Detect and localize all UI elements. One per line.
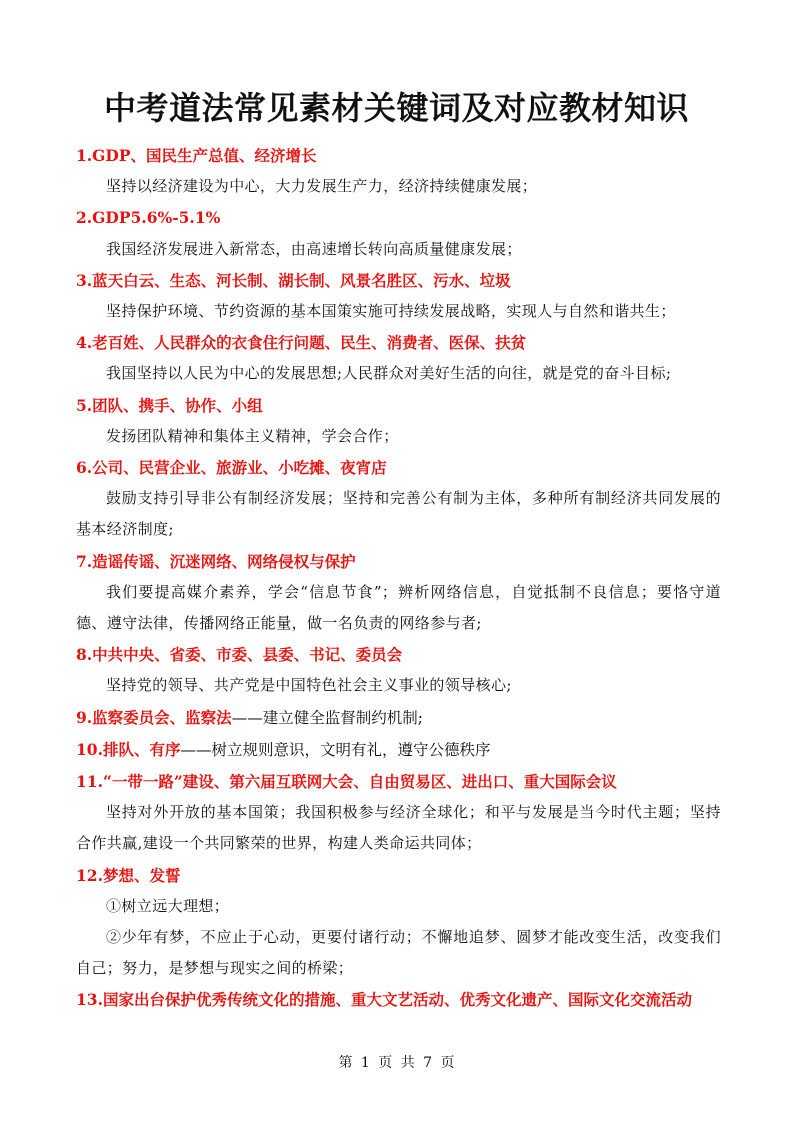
- section-keywords: 10.排队、有序: [76, 739, 181, 759]
- section-knowledge-paragraph: 坚持党的领导、共产党是中国特色社会主义事业的领导核心;: [106, 676, 512, 695]
- section-heading: [76, 390, 721, 421]
- section-heading: [76, 546, 721, 577]
- section-heading: [76, 860, 721, 891]
- section-keywords: 4.老百姓、人民群众的衣食住行问题、民生、消费者、医保、扶贫: [76, 333, 527, 353]
- page-footer: 第 1 页 共 7 页: [338, 1055, 455, 1071]
- section-heading: [76, 452, 721, 483]
- section-keywords: 8.中共中央、省委、市委、县委、书记、委员会: [76, 645, 403, 665]
- section-knowledge-paragraph: 坚持对外开放的基本国策；我国积极参与经济全球化；和平与发展是当今时代主题；坚持合作共赢,建设一个共同繁荣的世界，构建人类命运共同体；: [76, 803, 721, 853]
- section-keywords: 3.蓝天白云、生态、河长制、湖长制、风景名胜区、污水、垃圾: [76, 270, 511, 290]
- section-knowledge-paragraph: ①树立远大理想；: [106, 896, 230, 915]
- section-inline-knowledge: ——树立规则意识，文明有礼，遵守公德秩序: [180, 740, 491, 759]
- section-keywords: 7.造谣传谣、沉迷网络、网络侵权与保护: [76, 551, 356, 571]
- document-body: [76, 140, 721, 1016]
- section-keywords: 2.GDP5.6%-5.1%: [76, 208, 221, 228]
- section-heading: [76, 766, 721, 797]
- section-heading: [76, 202, 721, 233]
- section-heading: [76, 984, 721, 1015]
- section-knowledge-paragraph: 我们要提高媒介素养，学会“信息节食”；辨析网络信息，自觉抵制不良信息；要恪守道德、遵守法律，传播网络正能量，做一名负责的网络参与者;: [76, 582, 721, 633]
- page-title: 中考道法常见素材关键词及对应教材知识: [103, 89, 689, 127]
- section-heading: [76, 140, 721, 171]
- section-knowledge-paragraph: 坚持以经济建设为中心，大力发展生产力，经济持续健康发展；: [106, 177, 538, 196]
- section-keywords: 1.GDP、国民生产总值、经济增长: [76, 146, 317, 165]
- section-knowledge-paragraph: ②少年有梦，不应止于心动，更要付诸行动；不懈地追梦、圆梦才能改变生活，改变我们自己；努力，是梦想与现实之间的桥梁；: [76, 928, 721, 978]
- section-knowledge-paragraph: 我国经济发展进入新常态，由高速增长转向高质量健康发展；: [106, 239, 522, 258]
- section-knowledge-paragraph: 鼓励支持引导非公有制经济发展；坚持和完善公有制为主体，多种所有制经济共同发展的基本经济制度;: [76, 489, 721, 539]
- section-keywords: 9.监察委员会、监察法: [76, 707, 232, 727]
- section-keywords: 6.公司、民营企业、旅游业、小吃摊、夜宵店: [76, 458, 387, 478]
- section-knowledge-paragraph: 发扬团队精神和集体主义精神，学会合作；: [106, 426, 399, 445]
- section-knowledge-paragraph: 我国坚持以人民为中心的发展思想;人民群众对美好生活的向往，就是党的奋斗目标;: [106, 364, 672, 383]
- section-heading: [76, 639, 721, 670]
- section-inline-knowledge: ——建立健全监督制约机制;: [231, 708, 423, 727]
- section-keywords: 12.梦想、发誓: [76, 865, 181, 885]
- section-heading: [76, 702, 721, 734]
- section-keywords: 11.“一带一路”建设、第六届互联网大会、自由贸易区、进出口、重大国际会议: [76, 772, 617, 792]
- section-knowledge-paragraph: 坚持保护环境、节约资源的基本国策实施可持续发展战略，实现人与自然和谐共生；: [106, 302, 676, 321]
- section-keywords: 13.国家出台保护优秀传统文化的措施、重大文艺活动、优秀文化遗产、国际文化交流活动: [76, 990, 692, 1010]
- section-heading: [76, 327, 721, 358]
- section-keywords: 5.团队、携手、协作、小组: [76, 395, 263, 415]
- section-heading: [76, 265, 721, 296]
- section-heading: [76, 734, 721, 766]
